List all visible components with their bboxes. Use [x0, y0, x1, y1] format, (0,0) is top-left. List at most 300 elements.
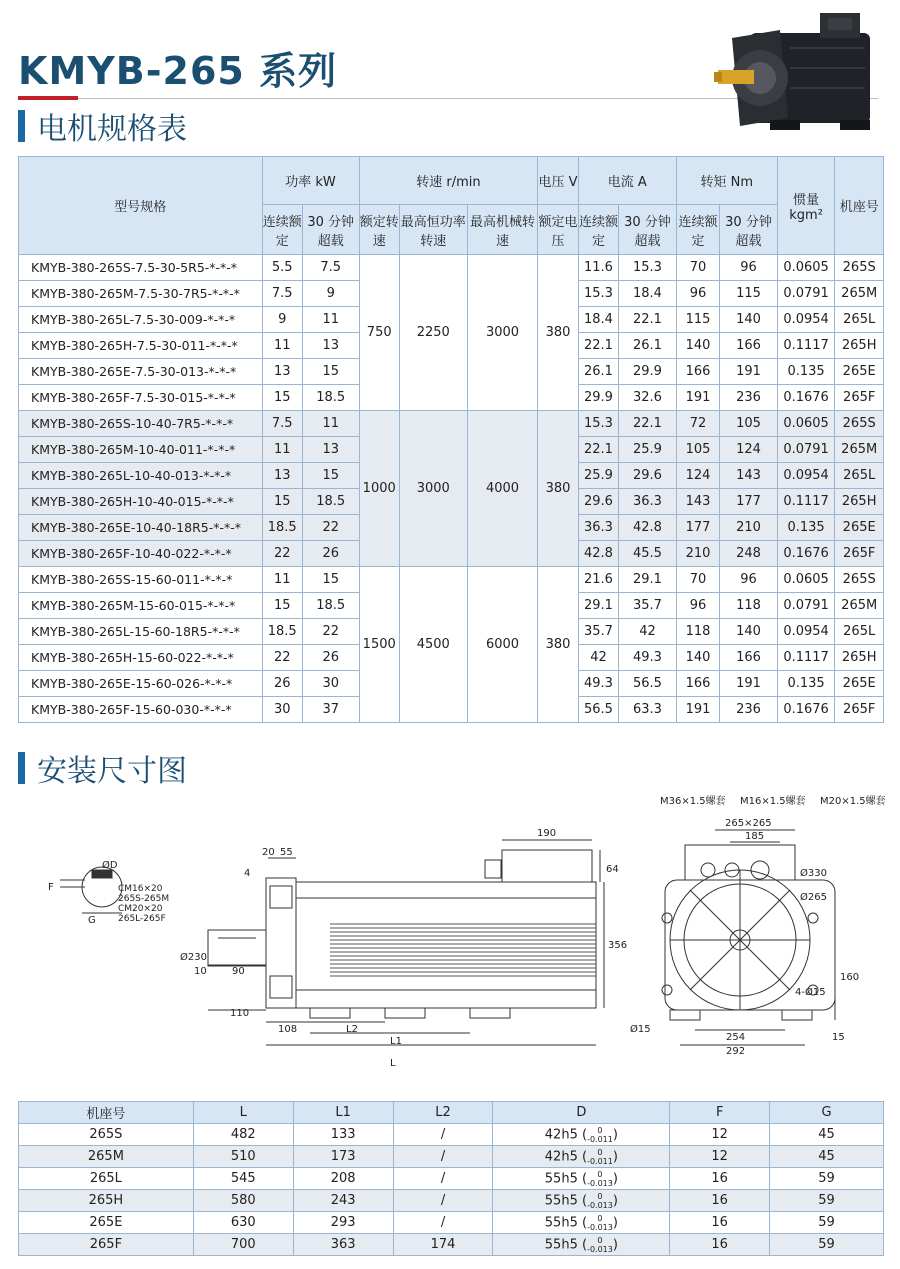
shaft-diameter: 55h5 — [544, 1237, 578, 1252]
label-64: 64 — [606, 864, 619, 875]
table-cell: 166 — [676, 671, 719, 697]
table-cell: 15 — [262, 489, 302, 515]
shaft-diameter: 42h5 — [544, 1149, 578, 1164]
table-cell: 15 — [262, 593, 302, 619]
table-cell: 510 — [193, 1146, 293, 1168]
table-cell: 0.0605 — [777, 567, 835, 593]
table-cell: 265S — [835, 411, 884, 437]
table-cell: 59 — [770, 1212, 884, 1234]
table-row — [19, 1212, 884, 1234]
label-10: 10 — [194, 966, 207, 977]
table-cell: KMYB-380-265E-15-60-026-*-*-* — [19, 671, 263, 697]
table-cell: 265M — [835, 281, 884, 307]
label-265: Ø265 — [800, 892, 827, 903]
header-sub: 30 分钟超载 — [720, 205, 778, 255]
label-20: 20 — [262, 847, 275, 858]
table-cell: KMYB-380-265H-10-40-015-*-*-* — [19, 489, 263, 515]
table-cell: 59 — [770, 1234, 884, 1256]
table-cell: 11 — [262, 567, 302, 593]
table-row — [19, 1234, 884, 1256]
spec-table — [18, 156, 884, 723]
table-cell: 9 — [302, 281, 359, 307]
table-cell: 380 — [538, 411, 578, 567]
tolerance-lower: -0.013 — [587, 1222, 613, 1232]
table-cell: KMYB-380-265L-7.5-30-009-*-*-* — [19, 307, 263, 333]
table-cell: 0.0791 — [777, 593, 835, 619]
table-cell: 118 — [720, 593, 778, 619]
table-cell: 18.5 — [262, 515, 302, 541]
table-cell: 59 — [770, 1190, 884, 1212]
table-cell: 265H — [835, 333, 884, 359]
table-cell: 56.5 — [619, 671, 677, 697]
table-cell: 56.5 — [578, 697, 618, 723]
table-cell: 15.3 — [578, 281, 618, 307]
table-cell: 115 — [676, 307, 719, 333]
table-cell — [493, 1234, 670, 1256]
table-cell: 0.135 — [777, 515, 835, 541]
table-cell: 16 — [670, 1190, 770, 1212]
table-cell: 18.5 — [302, 489, 359, 515]
tolerance-upper: 0 — [597, 1191, 603, 1201]
header-sub: 30 分钟超载 — [302, 205, 359, 255]
table-cell: 0.0605 — [777, 255, 835, 281]
table-cell: 0.1117 — [777, 645, 835, 671]
table-cell: 265E — [835, 359, 884, 385]
table-cell — [493, 1168, 670, 1190]
label-cm20: CM20×20 — [118, 904, 163, 914]
table-cell: 1500 — [359, 567, 399, 723]
header-model: 型号规格 — [19, 157, 263, 255]
table-cell: 45 — [770, 1124, 884, 1146]
table-cell: 3000 — [399, 411, 467, 567]
label-108: 108 — [278, 1024, 298, 1035]
table-cell: 96 — [720, 567, 778, 593]
table-row — [19, 1190, 884, 1212]
table-cell: KMYB-380-265F-7.5-30-015-*-*-* — [19, 385, 263, 411]
table-cell: 143 — [720, 463, 778, 489]
label-cm16b: 265S-265M — [118, 894, 170, 904]
table-cell: 26.1 — [619, 333, 677, 359]
header-frame: 机座号 — [835, 157, 884, 255]
table-cell: 11 — [302, 307, 359, 333]
label-265x265: 265×265 — [725, 818, 772, 829]
header-torque: 转矩 Nm — [676, 157, 777, 205]
table-cell: 29.6 — [578, 489, 618, 515]
tolerance — [587, 1236, 613, 1254]
dimension-table-header — [19, 1102, 884, 1124]
table-cell: 4000 — [467, 411, 538, 567]
table-cell: 140 — [676, 645, 719, 671]
tolerance-paren-close: ) — [612, 1149, 618, 1164]
header-inertia: 惯量 kgm² — [777, 157, 835, 255]
table-cell: 0.0791 — [777, 437, 835, 463]
tolerance-lower: -0.013 — [587, 1178, 613, 1188]
dimension-table — [18, 1101, 884, 1256]
table-cell: 191 — [676, 385, 719, 411]
table-cell: 265F — [835, 697, 884, 723]
table-cell: 70 — [676, 255, 719, 281]
label-15a: Ø15 — [630, 1024, 651, 1035]
header-power: 功率 kW — [262, 157, 359, 205]
table-cell — [493, 1212, 670, 1234]
table-cell: 72 — [676, 411, 719, 437]
label-L1: L1 — [390, 1036, 402, 1047]
table-cell: 293 — [293, 1212, 393, 1234]
tolerance-paren-open: ( — [577, 1171, 588, 1186]
tolerance-upper: 0 — [597, 1125, 603, 1135]
table-cell: 265F — [835, 541, 884, 567]
table-cell: KMYB-380-265L-10-40-013-*-*-* — [19, 463, 263, 489]
table-cell: 7.5 — [302, 255, 359, 281]
table-cell: 15.3 — [619, 255, 677, 281]
table-cell: 12 — [670, 1124, 770, 1146]
tolerance — [587, 1126, 613, 1144]
table-cell: 16 — [670, 1168, 770, 1190]
table-cell: 59 — [770, 1168, 884, 1190]
table-cell: KMYB-380-265L-15-60-18R5-*-*-* — [19, 619, 263, 645]
tolerance-paren-close: ) — [612, 1237, 618, 1252]
label-160: 160 — [840, 972, 860, 983]
table-cell: 22.1 — [619, 411, 677, 437]
header-sub: 连续额定 — [676, 205, 719, 255]
section-install-heading: 安装尺寸图 — [18, 746, 187, 790]
table-cell: 0.1676 — [777, 385, 835, 411]
table-cell: 140 — [720, 307, 778, 333]
tolerance-paren-close: ) — [612, 1215, 618, 1230]
table-cell — [493, 1124, 670, 1146]
table-cell: 166 — [676, 359, 719, 385]
shaft-diameter: 55h5 — [544, 1171, 578, 1186]
table-cell: 13 — [262, 359, 302, 385]
table-cell: 11 — [302, 411, 359, 437]
table-cell: 4500 — [399, 567, 467, 723]
label-cm16: CM16×20 — [118, 884, 163, 894]
table-cell: 26 — [262, 671, 302, 697]
tolerance-lower: -0.013 — [587, 1200, 613, 1210]
column-header: L1 — [293, 1102, 393, 1124]
table-cell: / — [393, 1212, 493, 1234]
table-cell: 26 — [302, 541, 359, 567]
shaft-diameter: 42h5 — [544, 1127, 578, 1142]
header-sub: 最高恒功率转速 — [399, 205, 467, 255]
tolerance-upper: 0 — [597, 1147, 603, 1157]
table-cell: KMYB-380-265M-15-60-015-*-*-* — [19, 593, 263, 619]
table-cell: 36.3 — [619, 489, 677, 515]
table-cell: 265M — [835, 593, 884, 619]
tolerance — [587, 1214, 613, 1232]
page-title: KMYB-265 系列 — [18, 49, 338, 93]
table-cell: KMYB-380-265E-7.5-30-013-*-*-* — [19, 359, 263, 385]
table-cell: 42.8 — [578, 541, 618, 567]
table-cell: 15 — [302, 567, 359, 593]
table-cell: 174 — [393, 1234, 493, 1256]
table-cell: 0.1117 — [777, 333, 835, 359]
table-cell — [493, 1146, 670, 1168]
tolerance-paren-open: ( — [577, 1193, 588, 1208]
table-cell: 265H — [19, 1190, 194, 1212]
table-cell: KMYB-380-265S-10-40-7R5-*-*-* — [19, 411, 263, 437]
column-header: F — [670, 1102, 770, 1124]
table-cell — [493, 1190, 670, 1212]
tolerance-upper: 0 — [597, 1213, 603, 1223]
table-cell: / — [393, 1190, 493, 1212]
header-sub: 连续额定 — [262, 205, 302, 255]
table-cell: 16 — [670, 1234, 770, 1256]
column-header: G — [770, 1102, 884, 1124]
table-cell: 13 — [302, 437, 359, 463]
table-cell: 25.9 — [578, 463, 618, 489]
table-cell: 35.7 — [619, 593, 677, 619]
table-row — [19, 255, 884, 281]
table-cell: 18.5 — [262, 619, 302, 645]
table-cell: 2250 — [399, 255, 467, 411]
table-cell: 15 — [302, 359, 359, 385]
table-row — [19, 1146, 884, 1168]
table-cell: 29.1 — [578, 593, 618, 619]
label-L2: L2 — [346, 1024, 358, 1035]
header-speed: 转速 r/min — [359, 157, 538, 205]
tolerance — [587, 1170, 613, 1188]
table-cell: 22 — [262, 541, 302, 567]
table-cell: 32.6 — [619, 385, 677, 411]
label-185: 185 — [745, 831, 765, 842]
header-sub: 连续额定 — [578, 205, 618, 255]
label-356: 356 — [608, 940, 628, 951]
table-cell: 1000 — [359, 411, 399, 567]
table-cell: 124 — [720, 437, 778, 463]
table-cell: 191 — [720, 359, 778, 385]
table-cell: 49.3 — [619, 645, 677, 671]
table-cell: 700 — [193, 1234, 293, 1256]
table-cell: 35.7 — [578, 619, 618, 645]
table-cell: 29.1 — [619, 567, 677, 593]
table-cell: 11 — [262, 437, 302, 463]
table-cell: 0.1117 — [777, 489, 835, 515]
table-cell: 115 — [720, 281, 778, 307]
table-cell: 105 — [720, 411, 778, 437]
section-bar — [18, 110, 25, 142]
tolerance-paren-close: ) — [612, 1127, 618, 1142]
label-292: 292 — [726, 1046, 746, 1057]
table-cell: 265E — [835, 515, 884, 541]
table-cell: 18.4 — [619, 281, 677, 307]
table-cell: 96 — [720, 255, 778, 281]
table-cell: KMYB-380-265M-10-40-011-*-*-* — [19, 437, 263, 463]
column-header: 机座号 — [19, 1102, 194, 1124]
table-cell: 265E — [835, 671, 884, 697]
tolerance-paren-close: ) — [612, 1193, 618, 1208]
table-cell: 22 — [262, 645, 302, 671]
table-cell: 42 — [578, 645, 618, 671]
table-cell: 13 — [262, 463, 302, 489]
table-cell: KMYB-380-265F-15-60-030-*-*-* — [19, 697, 263, 723]
table-cell: 750 — [359, 255, 399, 411]
tolerance-paren-open: ( — [577, 1149, 588, 1164]
motor-photo — [710, 8, 890, 143]
table-cell: 143 — [676, 489, 719, 515]
table-cell: 36.3 — [578, 515, 618, 541]
table-cell: KMYB-380-265S-7.5-30-5R5-*-*-* — [19, 255, 263, 281]
table-row — [19, 567, 884, 593]
header-current: 电流 A — [578, 157, 676, 205]
table-cell: 105 — [676, 437, 719, 463]
table-cell: 22 — [302, 515, 359, 541]
label-F: F — [48, 882, 54, 893]
table-cell: 265F — [19, 1234, 194, 1256]
table-cell: 22 — [302, 619, 359, 645]
label-254: 254 — [726, 1032, 746, 1043]
table-cell: 166 — [720, 333, 778, 359]
label-4: 4 — [244, 868, 251, 879]
table-cell: 191 — [676, 697, 719, 723]
table-cell: 248 — [720, 541, 778, 567]
table-cell: 265S — [19, 1124, 194, 1146]
table-cell: 18.4 — [578, 307, 618, 333]
header-voltage: 电压 V — [538, 157, 578, 205]
table-cell: 124 — [676, 463, 719, 489]
table-cell: 265F — [835, 385, 884, 411]
tolerance-paren-open: ( — [577, 1215, 588, 1230]
table-cell: 580 — [193, 1190, 293, 1212]
table-cell: 265S — [835, 567, 884, 593]
table-cell: 22.1 — [578, 333, 618, 359]
shaft-diameter: 55h5 — [544, 1215, 578, 1230]
tolerance-lower: -0.011 — [587, 1134, 613, 1144]
table-cell: 173 — [293, 1146, 393, 1168]
table-cell: 243 — [293, 1190, 393, 1212]
table-cell: 29.9 — [578, 385, 618, 411]
label-m20: M20×1.5螺套 — [820, 796, 886, 807]
column-header: L2 — [393, 1102, 493, 1124]
section-spec-heading: 电机规格表 — [18, 104, 187, 148]
table-cell: 0.1676 — [777, 541, 835, 567]
table-cell: 6000 — [467, 567, 538, 723]
tolerance-lower: -0.011 — [587, 1156, 613, 1166]
table-cell: 18.5 — [302, 385, 359, 411]
table-cell: 0.0954 — [777, 463, 835, 489]
table-cell: 11.6 — [578, 255, 618, 281]
table-cell: 265S — [835, 255, 884, 281]
table-cell: 265H — [835, 489, 884, 515]
table-cell: 49.3 — [578, 671, 618, 697]
table-cell: 37 — [302, 697, 359, 723]
tolerance-paren-open: ( — [577, 1127, 588, 1142]
label-55: 55 — [280, 847, 293, 858]
table-cell: 265E — [19, 1212, 194, 1234]
table-cell: 25.9 — [619, 437, 677, 463]
table-cell: 0.135 — [777, 359, 835, 385]
table-cell: KMYB-380-265H-7.5-30-011-*-*-* — [19, 333, 263, 359]
table-cell: 236 — [720, 697, 778, 723]
table-cell: 30 — [262, 697, 302, 723]
table-cell: 0.0954 — [777, 619, 835, 645]
table-cell: 16 — [670, 1212, 770, 1234]
table-cell: 96 — [676, 281, 719, 307]
tolerance-upper: 0 — [597, 1235, 603, 1245]
table-cell: 0.0954 — [777, 307, 835, 333]
tolerance-paren-open: ( — [577, 1237, 588, 1252]
label-G: G — [88, 915, 96, 926]
table-cell: KMYB-380-265S-15-60-011-*-*-* — [19, 567, 263, 593]
table-cell: 265L — [835, 307, 884, 333]
table-cell: 177 — [676, 515, 719, 541]
table-cell: 133 — [293, 1124, 393, 1146]
table-cell: / — [393, 1168, 493, 1190]
label-L: L — [390, 1058, 396, 1069]
table-cell: 18.5 — [302, 593, 359, 619]
tolerance-paren-close: ) — [612, 1171, 618, 1186]
column-header: D — [493, 1102, 670, 1124]
table-cell: 177 — [720, 489, 778, 515]
table-cell: 630 — [193, 1212, 293, 1234]
table-cell: 15 — [262, 385, 302, 411]
table-cell: 118 — [676, 619, 719, 645]
label-330: Ø330 — [800, 868, 827, 879]
table-cell: 7.5 — [262, 281, 302, 307]
table-cell: 26.1 — [578, 359, 618, 385]
tolerance — [587, 1192, 613, 1210]
table-cell: 29.6 — [619, 463, 677, 489]
table-cell: 9 — [262, 307, 302, 333]
spec-table-body — [19, 255, 884, 723]
table-cell: / — [393, 1146, 493, 1168]
table-cell: 7.5 — [262, 411, 302, 437]
table-cell: 380 — [538, 567, 578, 723]
table-cell: 11 — [262, 333, 302, 359]
table-cell: 236 — [720, 385, 778, 411]
table-cell: 140 — [676, 333, 719, 359]
shaft-diameter: 55h5 — [544, 1193, 578, 1208]
table-cell: 15.3 — [578, 411, 618, 437]
table-cell: 30 — [302, 671, 359, 697]
table-cell: 42.8 — [619, 515, 677, 541]
table-cell: 15 — [302, 463, 359, 489]
table-cell: 26 — [302, 645, 359, 671]
label-D: ØD — [102, 860, 118, 871]
label-m16: M16×1.5螺套 — [740, 796, 806, 807]
table-row — [19, 1168, 884, 1190]
table-cell: 265M — [835, 437, 884, 463]
column-header: L — [193, 1102, 293, 1124]
table-cell: 21.6 — [578, 567, 618, 593]
tolerance — [587, 1148, 613, 1166]
table-row — [19, 1124, 884, 1146]
tolerance-upper: 0 — [597, 1169, 603, 1179]
table-cell: 265H — [835, 645, 884, 671]
label-230: Ø230 — [180, 952, 207, 963]
label-4-15: 4-Ø15 — [795, 987, 826, 998]
section-bar — [18, 752, 25, 784]
table-cell: KMYB-380-265F-10-40-022-*-*-* — [19, 541, 263, 567]
table-cell: KMYB-380-265M-7.5-30-7R5-*-*-* — [19, 281, 263, 307]
label-190: 190 — [537, 828, 557, 839]
label-cm20b: 265L-265F — [118, 914, 166, 924]
table-cell: 191 — [720, 671, 778, 697]
installation-drawing — [40, 790, 886, 1080]
label-90: 90 — [232, 966, 245, 977]
table-cell: 96 — [676, 593, 719, 619]
table-cell: 265M — [19, 1146, 194, 1168]
table-cell: KMYB-380-265H-15-60-022-*-*-* — [19, 645, 263, 671]
table-cell: 210 — [720, 515, 778, 541]
table-cell: 0.0605 — [777, 411, 835, 437]
table-cell: 265L — [835, 619, 884, 645]
title-accent — [18, 96, 78, 100]
header-sub: 额定电压 — [538, 205, 578, 255]
table-cell: 140 — [720, 619, 778, 645]
table-cell: 42 — [619, 619, 677, 645]
table-cell: 208 — [293, 1168, 393, 1190]
